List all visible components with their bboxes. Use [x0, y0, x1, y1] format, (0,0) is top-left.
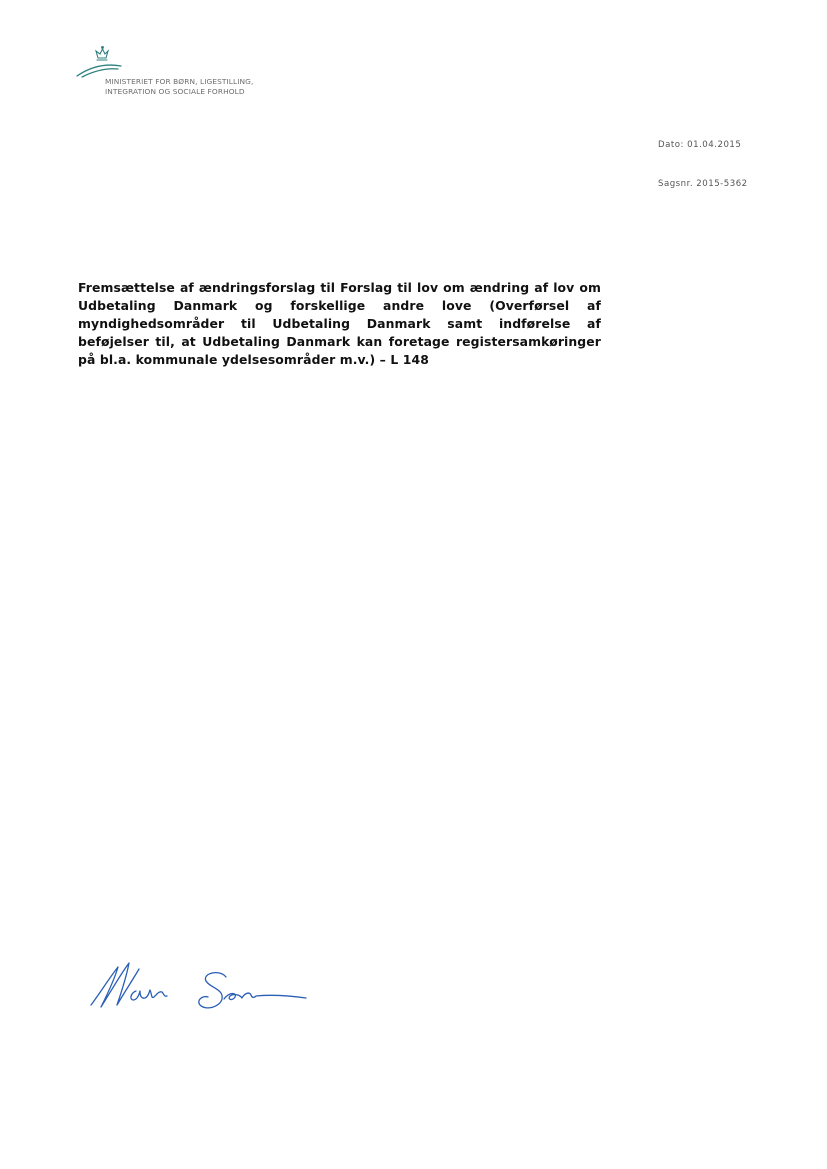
ministry-name: [105, 77, 253, 97]
case-number: Sagsnr. 2015-5362: [658, 179, 748, 189]
document-date: Dato: 01.04.2015: [658, 140, 742, 150]
ministry-name-line1: MINISTERIET FOR BØRN, LIGESTILLING,: [105, 77, 254, 86]
handwritten-signature: [88, 955, 314, 1021]
document-title: Fremsættelse af ændringsforslag til Forslag til lov om ændring af lov om Udbetaling Danmark og forskellige andre love (Overførsel af myndighedsområder til Udbetaling Danmark samt indførelse af beføjelser til, at Udbetaling Danmark kan foretage registersamkøringer på bl.a. kommunale ydelsesområder m.v.) – L 148: [78, 280, 601, 367]
ministry-name-line2: INTEGRATION OG SOCIALE FORHOLD: [105, 87, 245, 96]
ministry-logo: [76, 44, 306, 100]
